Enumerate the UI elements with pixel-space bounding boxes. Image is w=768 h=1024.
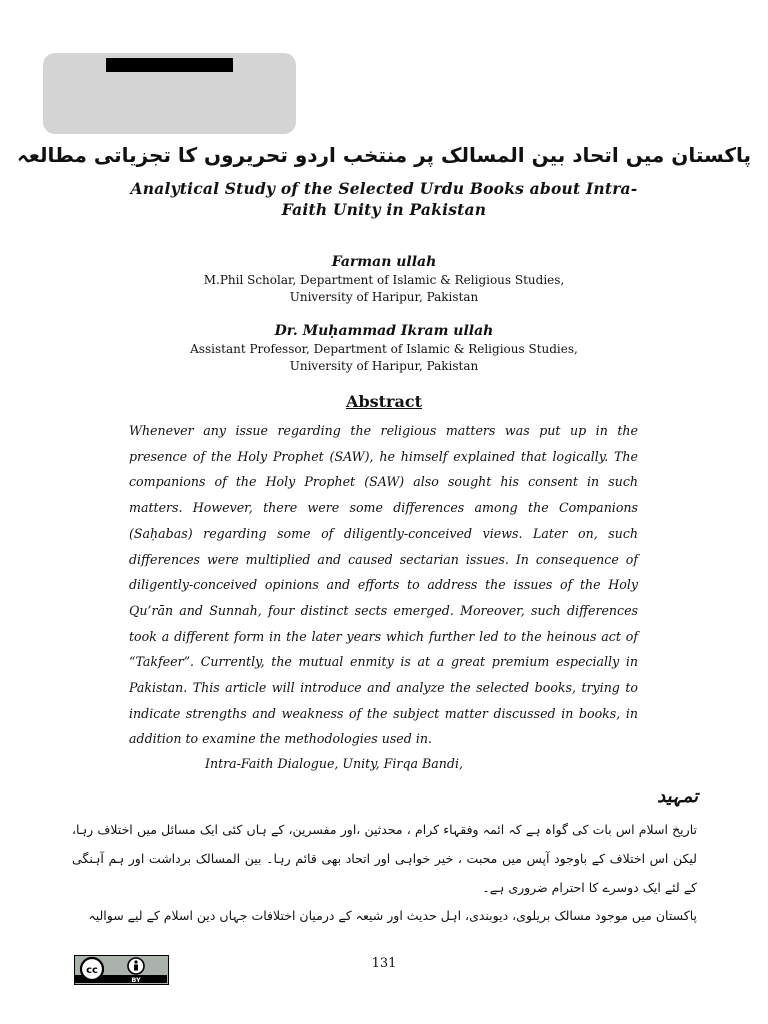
author-affiliation: University of Haripur, Pakistan — [289, 290, 479, 304]
author-affiliation: M.Phil Scholar, Department of Islamic & Religious Studies, — [203, 273, 565, 287]
keywords: Intra-Faith Dialogue, Unity, Firqa Bandi, — [205, 756, 463, 771]
author-name: Farman ullah — [331, 254, 437, 270]
redaction-bar — [106, 58, 233, 72]
svg-text:cc: cc — [86, 965, 98, 976]
author-affiliation: University of Haripur, Pakistan — [289, 359, 479, 373]
author-block — [100, 253, 668, 306]
author-block — [100, 322, 668, 375]
urdu-paragraph: تاریخ اسلام اس بات کی گواہ ہے کہ ائمہ وفقہاء کرام ، محدثین ،اور مفسرین، کے ہاں کئی ایک مسائل میں اختلاف رہا، لیکن اس اختلاف کے باوجود آپس میں محبت ، خیر خواہی اور اتحاد بھی قائم رہا۔ بین المسالک برداشت اور ہم آہنگی کے لئے ایک دوسرے کا احترام ضروری ہے۔ — [72, 822, 697, 895]
english-title: Analytical Study of the Selected Urdu Books about Intra-Faith Unity in Pakistan — [130, 179, 638, 219]
urdu-section-heading: تمہید — [657, 786, 698, 807]
urdu-paragraph: پاکستان میں موجود مسالک بریلوی، دیوبندی، اہل حدیث اور شیعہ کے درمیان اختلافات جہاں دین اسلام کے لیے سوالیہ — [88, 908, 697, 923]
page-number: 131 — [371, 956, 397, 971]
author-name: Dr. Muḥammad Ikram ullah — [274, 323, 494, 339]
license-label: BY — [131, 976, 141, 983]
urdu-title: پاکستان میں اتحاد بین المسالک پر منتخب اردو تحریروں کا تجزیاتی مطالعہ — [16, 143, 752, 167]
abstract-body: Whenever any issue regarding the religious matters was put up in the presence of the Holy Prophet (SAW), he himself explained that logically. The companions of the Holy Prophet (SAW) also sought his consent in such matters. However, there were some differences among the Companions (Saḥabas) regarding some of diligently-conceived views. Later on, such differences were multiplied and caused sectarian issues. In consequence of diligently-conceived opinions and efforts to address the issues of the Holy Qu’rān and Sunnah, four distinct sects emerged. Moreover, such differences took a different form in the later years which further led to the heinous act of “Takfeer”. Currently, the mutual enmity is at a great premium especially in Pakistan. This article will introduce and analyze the selected books, trying to indicate strengths and weakness of the subject matter discussed in books, in addition to examine the methodologies used in. — [129, 423, 638, 747]
abstract-heading: Abstract — [346, 392, 422, 411]
author-affiliation: Assistant Professor, Department of Islamic & Religious Studies, — [190, 342, 578, 356]
